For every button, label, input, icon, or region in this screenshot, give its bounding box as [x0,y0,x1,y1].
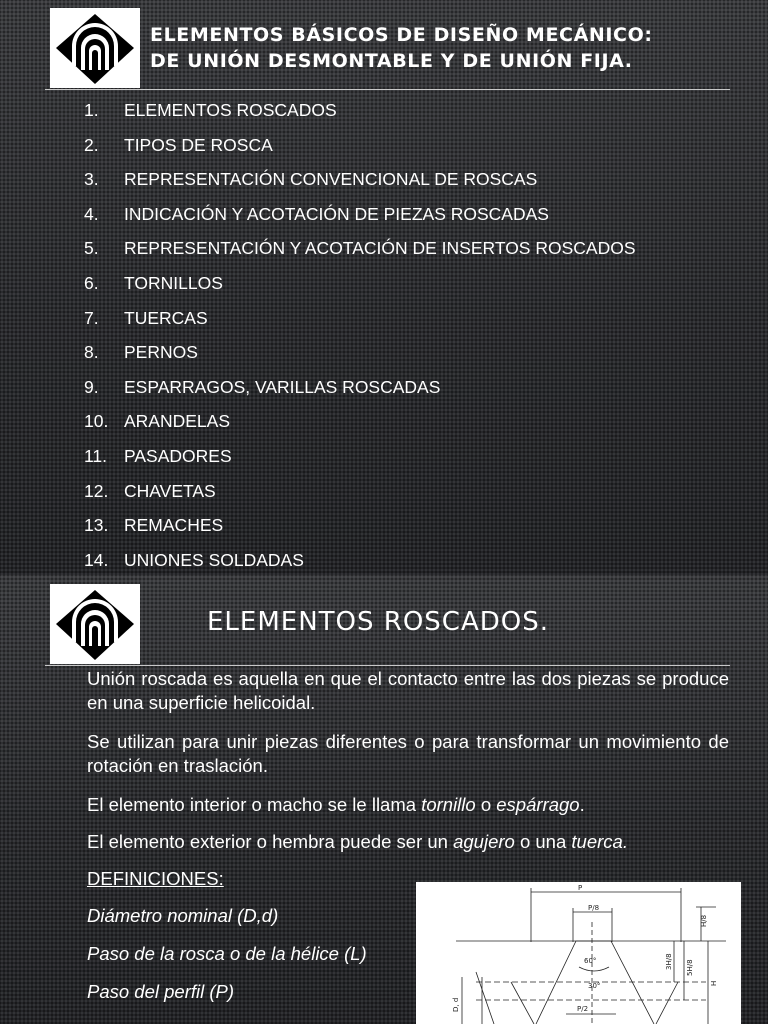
paragraph-definition: Unión roscada es aquella en que el contacto entre las dos piezas se produce en una superficie helicoidal. [87,668,729,713]
thread-profile-drawing [416,882,741,1024]
diagram-labels [452,884,718,1013]
index-title-line2: DE UNIÓN DESMONTABLE Y DE UNIÓN FIJA. [150,50,633,72]
label-h8: H/8 [700,914,708,927]
definition-item: Diámetro nominal (D,d) [87,905,279,926]
slide-threaded-elements [0,575,768,1024]
university-logo [50,8,140,88]
list-item: 3. REPRESENTACIÓN CONVENCIONAL DE ROSCAS [84,169,538,190]
list-item: 6. TORNILLOS [84,272,223,293]
thread-profile-diagram [416,882,741,1024]
list-item: 5. REPRESENTACIÓN Y ACOTACIÓN DE INSERTOS ROSCADOS [84,238,636,259]
arches-logo-icon [50,8,140,88]
slide-title: ELEMENTOS ROSCADOS. [207,607,549,637]
university-logo [50,584,140,664]
list-item: 14. UNIONES SOLDADAS [84,549,304,570]
definition-item: Paso del perfil (P) [87,981,235,1002]
label-angle-30: 30° [588,982,601,990]
paragraph-female-element: El elemento exterior o hembra puede ser un agujero o una tuerca. [87,831,628,852]
label-pitch: P [578,884,583,892]
title-divider [45,665,730,666]
list-item: 9. ESPARRAGOS, VARILLAS ROSCADAS [84,376,441,397]
list-item: 13. REMACHES [84,515,224,536]
list-item: 1. ELEMENTOS ROSCADOS [84,100,337,120]
label-3h8: 3H/8 [665,953,673,970]
definition-item: Paso de la rosca o de la hélice (L) [87,943,367,964]
list-item: 12. CHAVETAS [84,480,216,501]
label-angle-60: 60° [584,957,597,965]
paragraph-male-element: El elemento interior o macho se le llama tornillo o espárrago. [87,794,585,815]
contents-list [84,97,636,575]
label-h: H [710,980,718,986]
list-item: 2. TIPOS DE ROSCA [84,134,273,155]
list-item: 8. PERNOS [84,342,198,363]
list-item: 10. ARANDELAS [84,411,231,432]
list-item: 11. PASADORES [84,445,232,466]
label-p8: P/8 [588,904,600,912]
label-5h8: 5H/8 [686,959,694,976]
list-item: 7. TUERCAS [84,307,208,328]
definitions-heading: DEFINICIONES: [87,868,224,889]
arches-logo-icon [50,584,140,664]
label-p2: P/2 [577,1005,589,1013]
index-title-line1: ELEMENTOS BÁSICOS DE DISEÑO MECÁNICO: [150,24,653,46]
index-title [150,22,750,74]
title-divider [45,89,730,90]
paragraph-uses: Se utilizan para unir piezas diferentes o para transformar un movimiento de rotación en traslación. [87,731,729,776]
list-item: 4. INDICACIÓN Y ACOTACIÓN DE PIEZAS ROSCADAS [84,203,549,224]
label-diameter: D, d [452,997,460,1012]
